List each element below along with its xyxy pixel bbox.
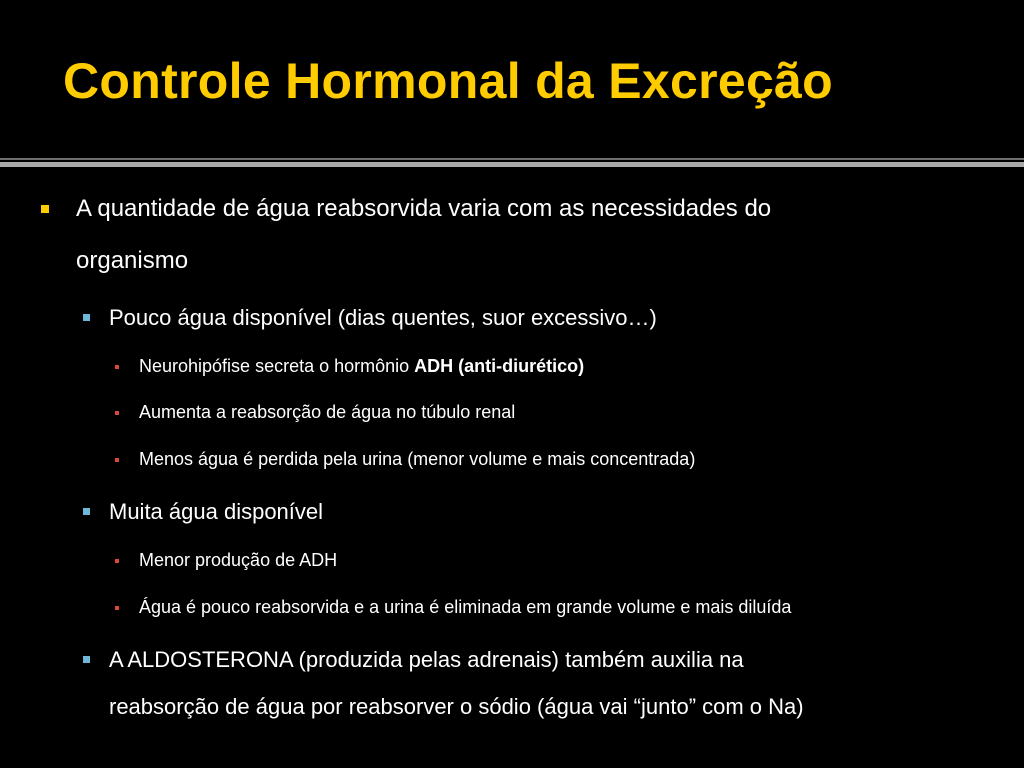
bullet-text-sub2: Muita água disponível bbox=[109, 499, 324, 524]
square-bullet-icon bbox=[83, 508, 90, 515]
square-bullet-icon bbox=[115, 365, 119, 369]
bullet-text-item1-line2: organismo bbox=[76, 247, 189, 274]
title-divider-thick bbox=[0, 162, 1024, 167]
bullet-text-sub3-line2: reabsorção de água por reabsorver o sódio (água vai “junto” com o Na) bbox=[109, 694, 804, 719]
bullet-text-sub3-line1: A ALDOSTERONA (produzida pelas adrenais) também auxilia na bbox=[109, 647, 744, 672]
title-band bbox=[0, 0, 1024, 158]
title-divider-thin bbox=[0, 158, 1024, 160]
square-bullet-icon bbox=[83, 314, 90, 321]
bullet-text-sub2-item1: Menor produção de ADH bbox=[139, 550, 338, 570]
square-bullet-icon bbox=[115, 606, 119, 610]
bullet-text-sub1-item1 bbox=[139, 356, 584, 377]
square-bullet-icon bbox=[115, 411, 119, 415]
square-bullet-icon bbox=[83, 656, 90, 663]
square-bullet-icon bbox=[115, 458, 119, 462]
bullet-text-sub2-item2: Água é pouco reabsorvida e a urina é eliminada em grande volume e mais diluída bbox=[139, 597, 792, 617]
bullet-text-sub1-item1-bold: ADH (anti-diurético) bbox=[414, 356, 585, 376]
bullet-text-sub1: Pouco água disponível (dias quentes, suor excessivo…) bbox=[109, 305, 657, 330]
square-bullet-icon bbox=[115, 559, 119, 563]
square-bullet-icon bbox=[41, 205, 49, 213]
bullet-text-sub1-item2: Aumenta a reabsorção de água no túbulo renal bbox=[139, 402, 516, 422]
bullet-text-sub1-item1-prefix: Neurohipófise secreta o hormônio bbox=[139, 356, 415, 376]
bullet-text-item1-line1: A quantidade de água reabsorvida varia com as necessidades do bbox=[76, 195, 772, 222]
bullet-text-sub1-item3: Menos água é perdida pela urina (menor volume e mais concentrada) bbox=[139, 449, 696, 469]
page-title: Controle Hormonal da Excreção bbox=[63, 53, 834, 109]
